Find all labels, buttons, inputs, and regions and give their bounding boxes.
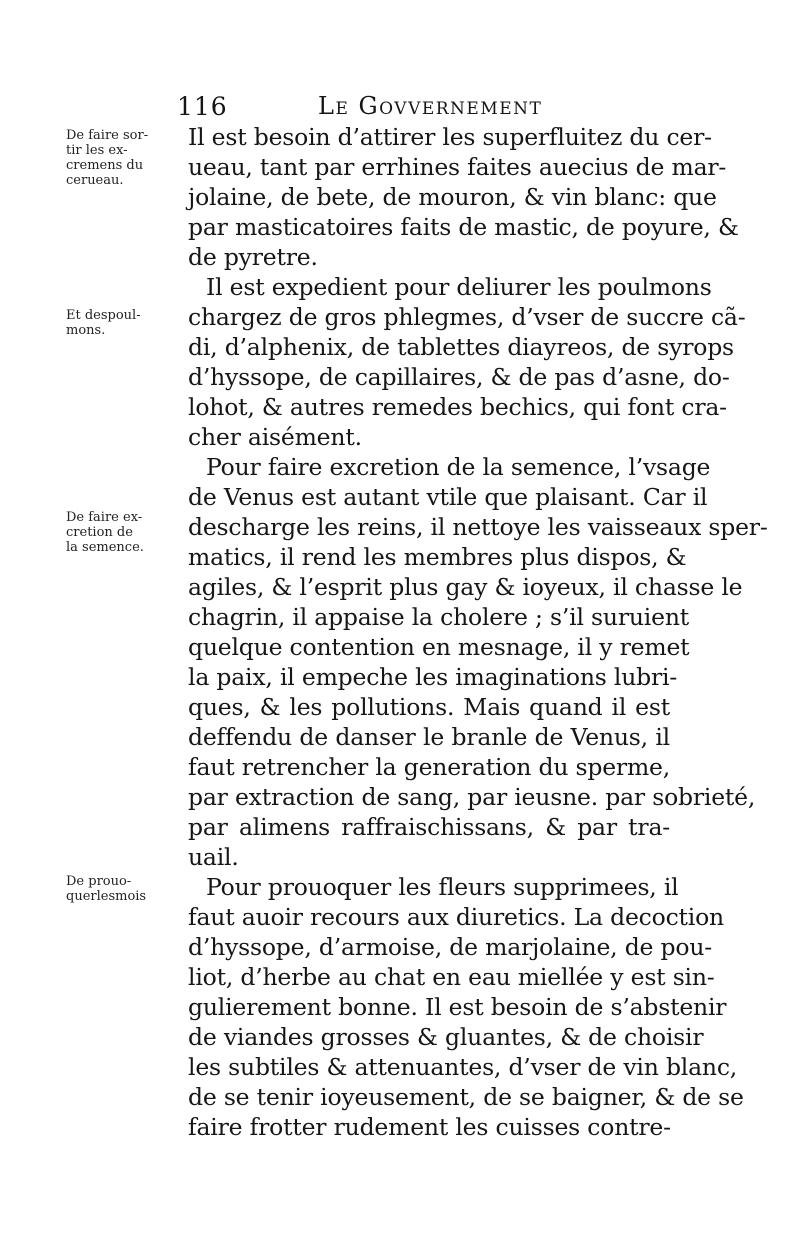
text-line: de pyretre.	[188, 243, 318, 271]
text-line: matics, il rend les membres plus dispos, &	[188, 543, 687, 571]
text-line: d’hyssope, de capillaires, & de pas d’asne, do-	[188, 363, 730, 391]
text-line: ueau, tant par errhines faites auecius de mar-	[188, 153, 727, 181]
text-line: la paix, il empeche les imaginations lubri-	[188, 663, 678, 691]
marginal-note-semence	[66, 510, 184, 555]
marginal-note-poulmons	[66, 308, 184, 338]
text-line: de viandes grosses & gluantes, & de choisir	[188, 1023, 704, 1051]
marginal-note-line: De prouo-	[66, 874, 132, 889]
text-line: cher aisément.	[188, 423, 362, 451]
marginal-note-line: cerueau.	[66, 173, 124, 188]
marginal-note-line: la semence.	[66, 540, 144, 555]
text-line: Pour prouoquer les fleurs supprimees, il	[206, 873, 679, 901]
text-line: lohot, & autres remedes bechics, qui font cra-	[188, 393, 727, 421]
text-line: de Venus est autant vtile que plaisant. Car il	[188, 483, 708, 511]
marginal-note-line: tir les ex-	[66, 143, 128, 158]
text-line: quelque contention en mesnage, il y remet	[188, 633, 690, 661]
text-line: par masticatoires faits de mastic, de poyure, &	[188, 213, 739, 241]
text-line: de se tenir ioyeusement, de se baigner, & de se	[188, 1083, 744, 1111]
marginal-note-line: Et despoul-	[66, 308, 141, 323]
text-line: chargez de gros phlegmes, d’vser de succre cã-	[188, 303, 746, 331]
text-line: descharge les reins, il nettoye les vaisseaux sper-	[188, 513, 768, 541]
text-line: faire frotter rudement les cuisses contre-	[188, 1113, 671, 1141]
marginal-note-mois	[66, 874, 184, 904]
text-line: ques, & les pollutions. Mais quand il est	[188, 693, 670, 721]
text-line: liot, d’herbe au chat en eau miellée y est sin-	[188, 963, 715, 991]
page-number: 116	[177, 92, 228, 121]
text-line: chagrin, il appaise la cholere ; s’il suruient	[188, 603, 689, 631]
text-line: jolaine, de bete, de mouron, & vin blanc: que	[188, 183, 717, 211]
text-line: agiles, & l’esprit plus gay & ioyeux, il chasse le	[188, 573, 743, 601]
text-line: par extraction de sang, par ieusne. par sobrieté,	[188, 783, 756, 811]
text-line: uail.	[188, 843, 239, 871]
marginal-note-cerueau	[66, 128, 184, 188]
text-line: les subtiles & attenuantes, d’vser de vin blanc,	[188, 1053, 738, 1081]
marginal-note-line: mons.	[66, 323, 106, 338]
running-title: Le Govvernement	[318, 92, 543, 120]
text-line: Il est besoin d’attirer les superfluitez du cer-	[188, 123, 712, 151]
text-line: deffendu de danser le branle de Venus, il	[188, 723, 670, 751]
marginal-note-line: cretion de	[66, 525, 133, 540]
text-line: gulierement bonne. Il est besoin de s’abstenir	[188, 993, 727, 1021]
text-line: faut auoir recours aux diuretics. La decoction	[188, 903, 724, 931]
text-line: Il est expedient pour deliurer les poulmons	[206, 273, 712, 301]
text-line: d’hyssope, d’armoise, de marjolaine, de pou-	[188, 933, 712, 961]
text-line: di, d’alphenix, de tablettes diayreos, de syrops	[188, 333, 734, 361]
marginal-note-line: De faire sor-	[66, 128, 149, 143]
text-line: Pour faire excretion de la semence, l’vsage	[206, 453, 711, 481]
marginal-note-line: cremens du	[66, 158, 144, 173]
text-line: faut retrencher la generation du sperme,	[188, 753, 671, 781]
marginal-note-line: querlesmois	[66, 889, 147, 904]
marginal-note-line: De faire ex-	[66, 510, 143, 525]
text-line: par alimens raffraischissans, & par tra-	[188, 813, 670, 841]
